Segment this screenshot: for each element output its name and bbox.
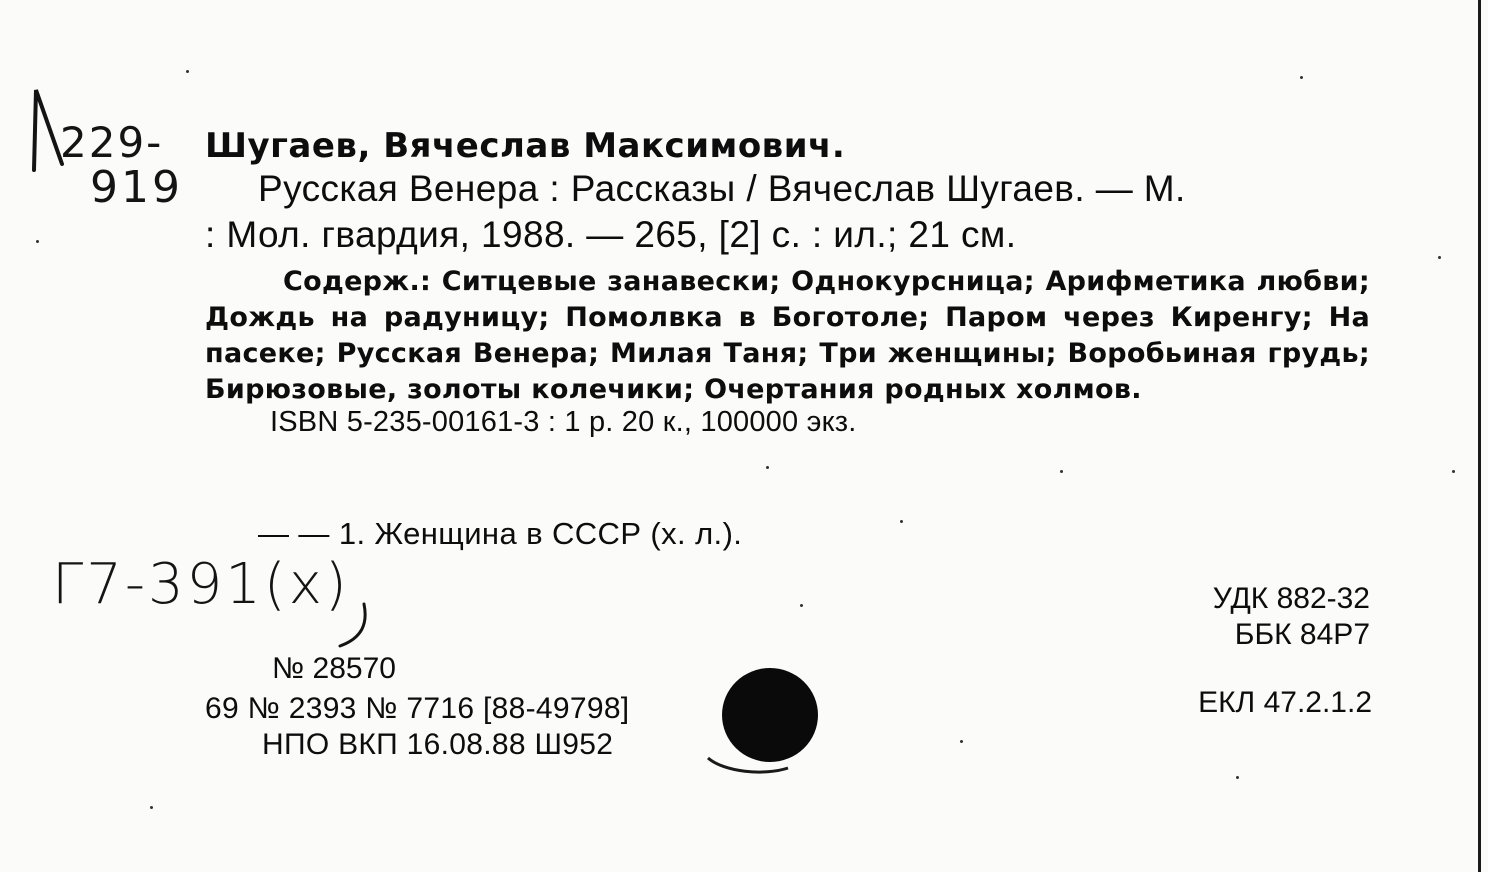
- scan-speck: [1300, 76, 1303, 79]
- udk-code: УДК 882-32: [1212, 582, 1370, 615]
- npo-line: НПО ВКП 16.08.88 Ш952: [262, 728, 614, 761]
- scan-speck: [900, 520, 903, 523]
- scan-speck: [960, 740, 963, 743]
- scan-speck: [1452, 470, 1455, 473]
- scan-speck: [150, 806, 153, 809]
- title-line-2: : Мол. гвардия, 1988. — 265, [2] с. : ил.; 21 см.: [205, 214, 1017, 255]
- scan-speck: [186, 70, 189, 73]
- handwritten-inventory-mark: Г7-391(х): [52, 552, 350, 617]
- scan-speck: [766, 466, 769, 469]
- scan-speck: [1236, 776, 1239, 779]
- contents-note: Содерж.: Ситцевые занавески; Однокурсница; Арифметика любви; Дождь на радуницу; Помолвка в Боготоле; Паром через Киренгу; На пасеке; Русская Венера; Милая Таня; Три женщины; Воробьиная грудь; Бирюзовые, золоты колечики; Очертания родных холмов.: [205, 266, 1370, 405]
- registration-number: № 28570: [272, 652, 396, 685]
- scan-speck: [1438, 256, 1441, 259]
- punch-hole-curve-icon: [704, 748, 794, 778]
- scan-speck: [800, 604, 803, 607]
- author-heading: Шугаев, Вячеслав Максимович.: [205, 126, 846, 166]
- bbk-code: ББК 84Р7: [1234, 618, 1370, 651]
- registration-numbers-line: 69 № 2393 № 7716 [88-49798]: [205, 692, 630, 725]
- call-number-line2: 919: [90, 162, 183, 213]
- handwritten-stroke-icon: [332, 600, 372, 650]
- isbn-line: ISBN 5-235-00161-3 : 1 р. 20 к., 100000 экз.: [270, 406, 857, 438]
- title-line-1: Русская Венера : Рассказы / Вячеслав Шугаев. — М.: [258, 168, 1186, 209]
- card-right-edge: [1478, 0, 1481, 872]
- call-number-line1: 229-: [60, 118, 164, 167]
- scan-speck: [1060, 470, 1063, 473]
- subject-heading: — — 1. Женщина в СССР (х. л.).: [258, 516, 743, 551]
- scan-speck: [36, 240, 39, 243]
- ekl-code: ЕКЛ 47.2.1.2: [1198, 686, 1372, 719]
